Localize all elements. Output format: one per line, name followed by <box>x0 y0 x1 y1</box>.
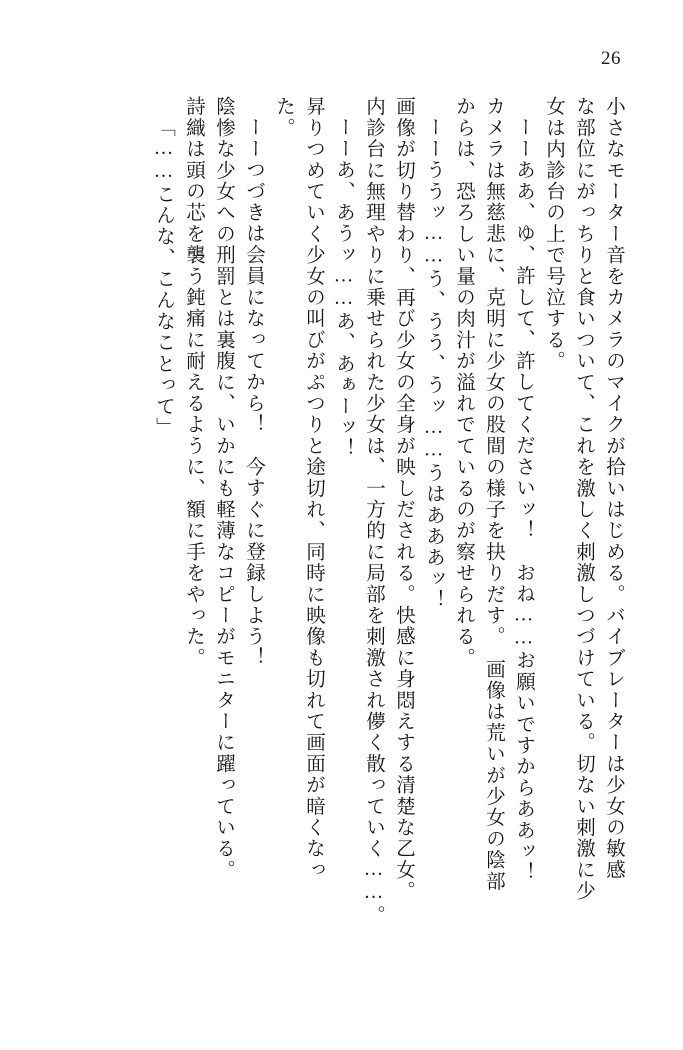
text-column: カメラは無慈悲に、克明に少女の股間の様子を抉りだす。 画像は荒いが少女の陰部 <box>483 96 504 892</box>
text-column: 詩織は頭の芯を襲う鈍痛に耐えるように、額に手をやった。 <box>183 96 204 669</box>
text-column: 内診台に無理やりに乗せられた少女は、一方的に局部を刺激され儚く散っていく……。 <box>363 96 384 926</box>
text-column: 陰惨な少女への刑罰とは裏腹に、いかにも軽薄なコピーがモニターに躍っている。 <box>213 96 234 881</box>
text-column: 昇りつめていく少女の叫びがぷつりと途切れ、同時に映像も切れて画面が暗くなっ <box>303 96 324 881</box>
text-column: ーーつづきは会員になってから！ 今すぐに登録しよう！ <box>243 117 264 669</box>
text-column: ーーああ、ゆ、許して、許してくださいッ！ おね……お願いですからああッ！ <box>513 117 534 884</box>
text-column: な部位にがっちりと食いついて、これを激しく刺激しつづけている。切ない刺激に少 <box>573 96 594 902</box>
page-number: 26 <box>601 48 621 69</box>
text-column: ーーううッ……う、うう、うッ……うはあああッ！ <box>423 117 444 611</box>
text-column: からは、恐ろしい量の肉汁が溢れでているのが察せられる。 <box>453 96 474 669</box>
text-column: ーーあ、あうッ……あ、あぁーッ！ <box>333 117 354 460</box>
text-column: た。 <box>273 96 294 139</box>
text-column: 画像が切り替わり、再び少女の全身が映しだされる。快感に身悶えする清楚な乙女。 <box>393 96 414 902</box>
text-column: 女は内診台の上で号泣する。 <box>543 96 564 372</box>
text-column: 小さなモーター音をカメラのマイクが拾いはじめる。バイブレーターは少女の敏感 <box>603 96 624 881</box>
vertical-text-body <box>62 96 623 990</box>
text-column: 「……こんな、こんなことって」 <box>153 117 174 438</box>
